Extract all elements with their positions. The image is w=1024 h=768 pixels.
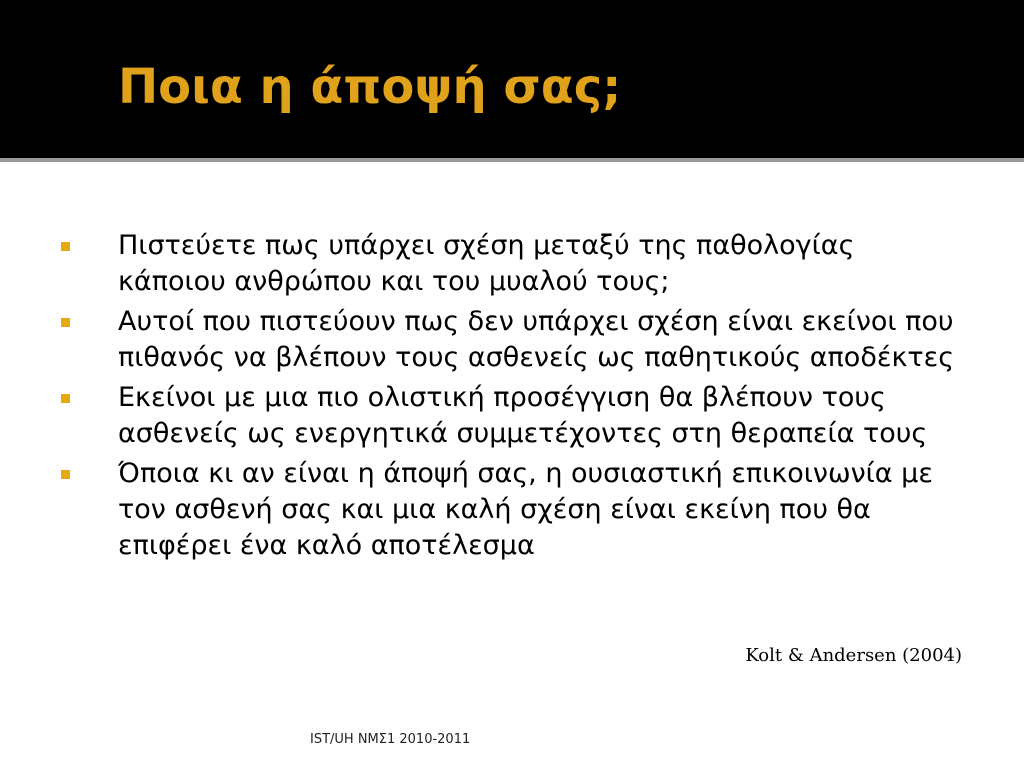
square-bullet-icon [61, 242, 70, 251]
bullet-text: Πιστεύετε πως υπάρχει σχέση μεταξύ της παθολογίας κάποιου ανθρώπου και του μυαλού τους; [118, 230, 855, 297]
bullet-item [60, 456, 960, 564]
content-area [0, 162, 1024, 768]
slide-footer: IST/UH ΝΜΣ1 2010-2011 [310, 732, 471, 747]
slide-title: Ποια η άποψή σας; [118, 59, 622, 115]
square-bullet-icon [61, 318, 70, 327]
bullet-item [60, 304, 960, 376]
bullet-text: Αυτοί που πιστεύουν πως δεν υπάρχει σχέση είναι εκείνοι που πιθανός να βλέπουν τους ασθενείς ως παθητικούς αποδέκτες [118, 306, 955, 373]
square-bullet-icon [61, 394, 70, 403]
bullet-list [60, 228, 960, 568]
square-bullet-icon [61, 470, 70, 479]
bullet-item [60, 380, 960, 452]
bullet-text: Εκείνοι με μια πιο ολιστική προσέγγιση θα βλέπουν τους ασθενείς ως ενεργητικά συμμετέχοντες στη θεραπεία τους [118, 382, 928, 449]
title-bar [0, 0, 1024, 158]
bullet-text: Όποια κι αν είναι η άποψή σας, η ουσιαστική επικοινωνία με τον ασθενή σας και μια καλή σχέση είναι εκείνη που θα επιφέρει ένα καλό αποτέλεσμα [118, 458, 933, 561]
citation: Kolt & Andersen (2004) [745, 645, 962, 666]
bullet-item [60, 228, 960, 300]
